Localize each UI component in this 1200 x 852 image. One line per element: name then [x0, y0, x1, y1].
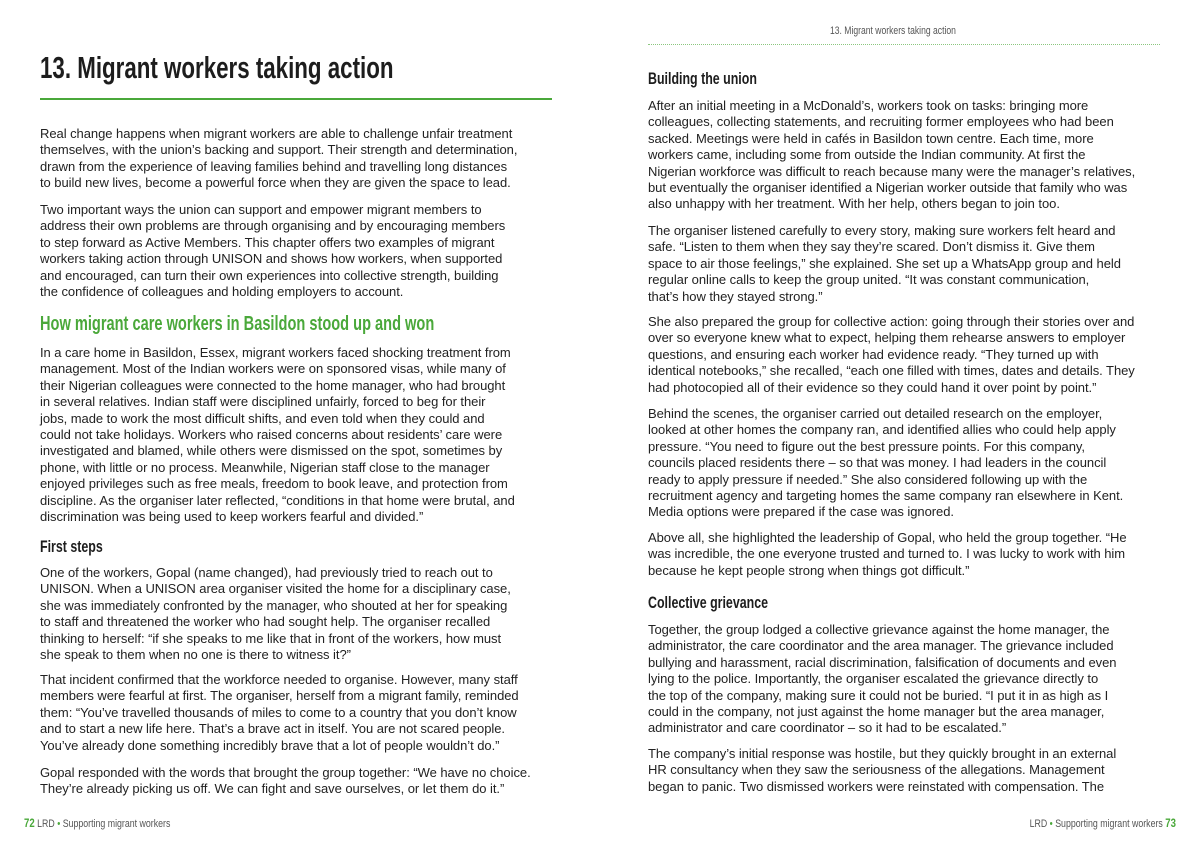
text-line: discrimination was being used to keep workers fearful and divided.” — [40, 508, 424, 524]
text-line: Behind the scenes, the organiser carried out detailed research on the employer, — [648, 406, 1103, 421]
text-line: HR consultancy when they saw the seriousness of the allegations. Management — [648, 762, 1105, 778]
text-line: that’s how they stayed strong.” — [648, 288, 823, 304]
footer-publisher: LRD — [1029, 818, 1048, 830]
header-divider — [648, 44, 1160, 45]
text-line: Gopal responded with the words that brought the group together: “We have no choice. — [40, 765, 531, 780]
paragraph — [40, 202, 560, 300]
paragraph — [40, 565, 560, 663]
section-heading: How migrant care workers in Basildon stood up and won — [40, 313, 435, 335]
text-line: administrator, the care coordinator and the area manager. The grievance included — [648, 638, 1114, 654]
subheading: First steps — [40, 537, 103, 556]
text-line: They’re already picking us off. We can fight and save ourselves, or let them do it.” — [40, 781, 505, 797]
text-line: administrator and care coordinator – so it had to be escalated.” — [648, 720, 1007, 736]
text-line: in several relatives. Indian staff were disciplined unfairly, forced to beg for their — [40, 394, 486, 410]
text-line: Together, the group lodged a collective grievance against the home manager, the — [648, 622, 1110, 637]
text-line: In a care home in Basildon, Essex, migrant workers faced shocking treatment from — [40, 345, 511, 360]
text-line: members were fearful at first. The organiser, herself from a migrant family, reminded — [40, 688, 519, 704]
text-line: she speak to them when no one is there to witness it?” — [40, 646, 351, 662]
paragraph — [40, 126, 560, 192]
text-line: and encouraged, can turn their own experiences into collective strength, building — [40, 267, 499, 283]
text-line: also unhappy with her treatment. With her help, others began to join too. — [648, 196, 1060, 212]
title-divider — [40, 98, 552, 100]
text-line: enjoyed privileges such as free meals, freedom to book leave, and protection from — [40, 476, 508, 492]
text-line: was incredible, the one everyone trusted and turned to. I was lucky to work with him — [648, 546, 1126, 562]
text-line: UNISON. When a UNISON area organiser visited the home for a disciplinary case, — [40, 581, 511, 597]
text-line: and to start a new life here. That’s a brave act in itself. You are not scared people. — [40, 721, 505, 737]
text-line: regular online calls to keep the group united. “It was constant communication, — [648, 272, 1090, 288]
page-number: 73 — [1165, 816, 1176, 830]
paragraph — [648, 622, 1168, 737]
paragraph — [648, 98, 1168, 213]
text-line: You’ve already done something incredibly brave that a lot of people wouldn’t do.” — [40, 737, 500, 753]
paragraph — [40, 765, 560, 798]
paragraph — [648, 406, 1168, 521]
text-line: Above all, she highlighted the leadership of Gopal, who held the group together. “He — [648, 530, 1127, 545]
text-line: Nigerian workforce was difficult to reach because many were the manager’s relatives, — [648, 163, 1136, 179]
text-line: to staff and threatened the worker who had sought help. The organiser recalled — [40, 614, 491, 630]
text-line: The company’s initial response was hostile, but they quickly brought in an external — [648, 746, 1117, 761]
text-line: she was immediately confronted by the manager, who shouted at her for speaking — [40, 597, 508, 613]
text-line: address their own problems are through organising and by encouraging members — [40, 218, 506, 234]
text-line: space to air those feelings,” she explained. She set up a WhatsApp group and held — [648, 255, 1121, 271]
text-line: Real change happens when migrant workers are able to challenge unfair treatment — [40, 126, 513, 141]
text-line: them: “You’ve travelled thousands of miles to come to a country that you don’t know — [40, 704, 517, 720]
text-line: discipline. As the organiser later reflected, “conditions in that home were brutal, and — [40, 492, 515, 508]
text-line: drawn from the experience of leaving families behind and travelling long distances — [40, 158, 508, 174]
text-line: because he kept people strong when things got difficult.” — [648, 562, 970, 578]
text-line: workers taking action through UNISON and shows how workers, when supported — [40, 251, 503, 267]
text-line: their Nigerian colleagues were connected to the home manager, who had brought — [40, 377, 506, 393]
footer-title: Supporting migrant workers — [62, 818, 171, 830]
paragraph — [648, 746, 1168, 795]
text-line: the top of the company, making sure it could not be buried. “I put it in as high as I — [648, 687, 1109, 703]
text-line: could not take holidays. Workers who raised concerns about residents’ care were — [40, 426, 503, 442]
page-number: 72 — [24, 816, 35, 830]
text-line: began to panic. Two dismissed workers were reinstated with compensation. The — [648, 778, 1105, 794]
text-line: pressure. “You need to figure out the best pressure points. For this company, — [648, 438, 1085, 454]
footer-right — [1030, 816, 1176, 830]
paragraph — [648, 530, 1168, 579]
text-line: but eventually the organiser identified a Nigerian worker outside that family who was — [648, 179, 1128, 195]
text-line: identical notebooks,” she recalled, “each one filled with times, dates and details. They — [648, 363, 1135, 379]
text-line: ready to apply pressure if needed.” She also considered following up with the — [648, 471, 1088, 487]
text-line: colleagues, collecting statements, and recruiting former employees who had been — [648, 114, 1114, 130]
text-line: lying to the police. Importantly, the organiser escalated the grievance directly to — [648, 671, 1099, 687]
chapter-title: 13. Migrant workers taking action — [40, 50, 394, 85]
paragraph — [648, 314, 1168, 396]
text-line: bullying and harassment, racial discrimination, falsification of documents and even — [648, 654, 1117, 670]
text-line: themselves, with the union’s backing and support. Their strength and determination, — [40, 142, 518, 158]
paragraph — [40, 345, 560, 525]
text-line: had photocopied all of their evidence so they could hand it over point by point.” — [648, 379, 1097, 395]
text-line: thinking to herself: “if she speaks to me like that in front of the workers, how must — [40, 630, 502, 646]
text-line: One of the workers, Gopal (name changed), had previously tried to reach out to — [40, 565, 493, 580]
text-line: questions, and ensuring each worker had evidence ready. “They turned up with — [648, 346, 1099, 362]
footer-bullet: • — [57, 818, 61, 830]
text-line: Media options were prepared if the case was ignored. — [648, 504, 954, 520]
footer-left — [24, 816, 170, 830]
text-line: over so everyone knew what to expect, helping them rehearse answers to employer — [648, 330, 1126, 346]
paragraph — [648, 223, 1168, 305]
subheading: Collective grievance — [648, 593, 769, 612]
text-line: could in the company, not just against the home manager but the area manager, — [648, 703, 1105, 719]
text-line: Two important ways the union can support and empower migrant members to — [40, 202, 482, 217]
text-line: jobs, made to work the most difficult shifts, and even told when they could and — [40, 410, 485, 426]
text-line: recruitment agency and targeting homes the same company ran elsewhere in Kent. — [648, 487, 1124, 503]
text-line: the confidence of colleagues and holding employers to account. — [40, 283, 404, 299]
text-line: investigated and blamed, while others were dismissed on the spot, sometimes by — [40, 443, 503, 459]
text-line: sacked. Meetings were held in cafés in Basildon town centre. Each time, more — [648, 130, 1094, 146]
subheading: Building the union — [648, 69, 757, 88]
text-line: safe. “Listen to them when they say they’re scared. Don’t dismiss it. Give them — [648, 239, 1095, 255]
running-head: 13. Migrant workers taking action — [830, 25, 956, 37]
text-line: That incident confirmed that the workforce needed to organise. However, many staff — [40, 672, 518, 687]
footer-bullet: • — [1049, 818, 1053, 830]
text-line: After an initial meeting in a McDonald’s, workers took on tasks: bringing more — [648, 98, 1089, 113]
text-line: She also prepared the group for collective action: going through their stories over and — [648, 314, 1135, 329]
text-line: management. Most of the Indian workers were on sponsored visas, while many of — [40, 361, 506, 377]
text-line: The organiser listened carefully to every story, making sure workers felt heard and — [648, 223, 1116, 238]
text-line: workers came, including some from outside the Indian community. At first the — [648, 147, 1086, 163]
text-line: to step forward as Active Members. This chapter offers two examples of migrant — [40, 234, 495, 250]
text-line: councils placed residents there – so that was money. I had leaders in the council — [648, 455, 1107, 471]
footer-publisher: LRD — [37, 818, 55, 830]
paragraph — [40, 672, 560, 754]
text-line: to build new lives, become a powerful force when they are given the space to lead. — [40, 175, 511, 191]
footer-title: Supporting migrant workers — [1055, 818, 1163, 830]
text-line: phone, with little or no process. Meanwhile, Nigerian staff close to the manager — [40, 459, 490, 475]
text-line: looked at other homes the company ran, and identified allies who could help apply — [648, 422, 1116, 438]
